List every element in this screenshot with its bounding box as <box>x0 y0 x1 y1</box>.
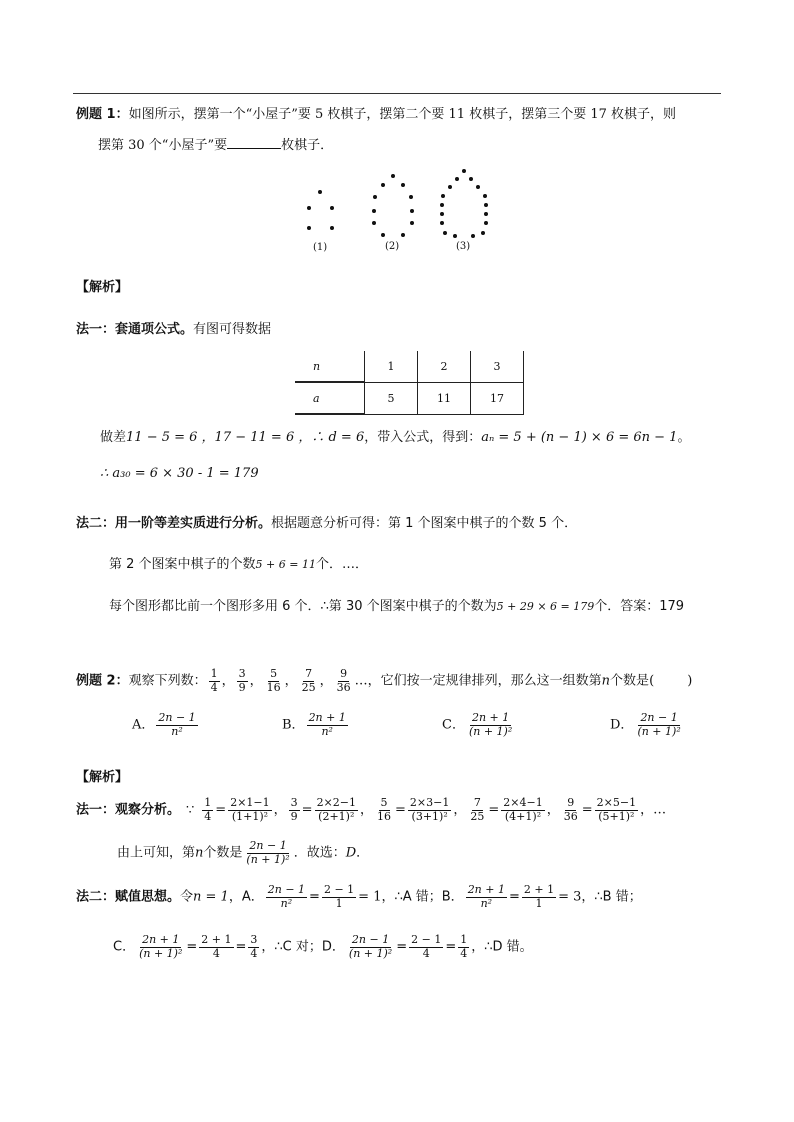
house-2 <box>372 174 414 237</box>
frac-den: n² <box>321 724 333 738</box>
m4-a-end: ，∴A 错；B． <box>381 889 464 905</box>
diff-b: ，带入公式，得到： <box>364 430 482 445</box>
frac-den: 4 <box>250 946 258 960</box>
m2-l2-b: 个．…． <box>315 557 368 572</box>
frac-num: 2×5−1 <box>596 796 637 809</box>
frac-den: 4 <box>210 680 218 694</box>
method4-line1: 法二：赋值思想。令n = 1，A． $\frac{2n - 1}{\text{n²}}$ = $\frac{2 - 1}{1}$ = 1，∴A 错；B． $\frac{2n + 1}{\text{n²}}$ = $\frac{2 + 1}{1}$ = 3，∴B 错； <box>76 883 642 910</box>
frac-num: 5 <box>380 796 388 809</box>
eq-fraction <box>315 797 358 823</box>
m3-l2-d: D <box>345 845 357 861</box>
m3-dots: ，… <box>640 802 667 818</box>
method1-head: 法一：套通项公式。 <box>76 322 194 337</box>
frac-num: 2n + 1 <box>467 883 505 896</box>
sequence-fraction <box>265 668 283 694</box>
frac-den: (n + 1)² <box>637 724 681 738</box>
table-cell: 17 <box>471 382 524 414</box>
method3-line1: 法一：观察分析。 ∵ $\frac{1}{4}$ = $\frac{2\times 1-1}{\text{(1+1)²}}$ ， $\frac{3}{9}$ = $\frac{2\times 2-1}{\text{(2+1)²}}$ ， $\frac{5}{16}$ = $\frac{2\times 3-1}{\text{(3+1)²}}$ ， $\frac{7}{25}$ = $\frac{2\times 4-1}{\text{(4+1)²}}$ ， $\frac{9}{36}$ = $\frac{2\times 5-1}{\text{(5+1)²}}$ ，… <box>76 796 667 823</box>
frac-den: 1 <box>535 896 543 910</box>
option-fraction <box>307 712 348 738</box>
table-cell: 3 <box>471 351 524 382</box>
frac-den: 4 <box>204 809 212 823</box>
frac-den: 4 <box>212 946 220 960</box>
eq-fraction <box>501 797 544 823</box>
frac-num: 1 <box>210 667 218 680</box>
frac-den: 25 <box>470 809 485 823</box>
analysis-heading-2: 【解析】 <box>76 770 129 785</box>
m4-b-end: ，∴B 错； <box>581 889 642 905</box>
example1-label: 例题 1： <box>76 107 129 122</box>
frac-den: (3+1)² <box>411 809 448 823</box>
frac-num: 2n − 1 <box>351 933 390 946</box>
frac-num: 3 <box>250 933 258 946</box>
frac-num: 2 + 1 <box>523 883 555 896</box>
frac-num: 2n + 1 <box>308 711 346 724</box>
frac-den: (n + 1)² <box>348 946 393 960</box>
frac-num: 9 <box>567 796 575 809</box>
m3-l2-b: 个数是 <box>203 845 243 861</box>
option-label: C． <box>442 717 465 733</box>
frac-num: 2n − 1 <box>249 839 287 852</box>
m2-l2-a: 第 2 个图案中棋子的个数 <box>109 557 256 572</box>
option-a <box>132 712 200 738</box>
frac-num: 3 <box>290 796 298 809</box>
m4-c-f3 <box>248 934 259 960</box>
frac-num: 2n + 1 <box>142 933 180 946</box>
method1-difference-line <box>100 426 690 445</box>
frac-den: (2+1)² <box>318 809 355 823</box>
frac-den: 4 <box>422 946 430 960</box>
sequence-fraction <box>209 668 220 694</box>
frac-den: 9 <box>238 680 246 694</box>
method3-line2 <box>117 840 369 866</box>
frac-num: 2n + 1 <box>471 711 510 724</box>
option-fraction <box>467 712 514 738</box>
eq-fraction <box>595 797 638 823</box>
m4-n1: n = 1 <box>193 889 229 905</box>
frac-den: 36 <box>336 680 351 694</box>
method1-text: 有图可得数据 <box>193 322 272 337</box>
example2-line: 例题 2：观察下列数： $\frac{1}{4}$ ， $\frac{3}{9}$ ， $\frac{5}{16}$ ， $\frac{7}{25}$ ， $\frac{9}{36}$ …，它们按一定规律排列，那么这一组数第n个数是( ) <box>76 667 693 694</box>
frac-den: 4 <box>460 946 468 960</box>
m4-b-res: = 3 <box>558 889 582 905</box>
m4-d-f1 <box>347 934 394 960</box>
m4-b-f1 <box>466 884 507 910</box>
frac-num: 2×3−1 <box>409 796 450 809</box>
frac-den: (1+1)² <box>231 809 269 823</box>
eq-fraction <box>562 797 580 823</box>
eq-fraction <box>375 797 393 823</box>
method2-text: 根据题意分析可得：第 1 个图案中棋子的个数 5 个． <box>271 516 578 531</box>
diff-a: 做差 <box>100 430 127 445</box>
because-symbol: ∵ <box>186 802 195 818</box>
frac-num: 9 <box>340 667 348 680</box>
m3-l2-c: ．故选： <box>293 845 346 861</box>
m4-d-end: ，∴D 错。 <box>471 939 533 955</box>
frac-num: 7 <box>473 796 481 809</box>
frac-den: n² <box>480 896 493 910</box>
option-c <box>442 712 516 738</box>
frac-num: 3 <box>238 667 246 680</box>
eq-fraction <box>408 797 451 823</box>
data-table <box>295 351 524 415</box>
analysis-heading-1: 【解析】 <box>76 280 129 295</box>
option-fraction <box>635 712 682 738</box>
table-cell: 2 <box>418 351 471 382</box>
m4-c-f1 <box>137 934 184 960</box>
method2-line1 <box>76 512 577 531</box>
m2-l3-a: 每个图形都比前一个图形多用 6 个．∴第 30 个图案中棋子的个数为 <box>109 599 497 614</box>
frac-den: 9 <box>290 809 298 823</box>
frac-den: 16 <box>266 680 281 694</box>
frac-den: (4+1)² <box>504 809 542 823</box>
answer-parentheses: ( ) <box>649 673 693 689</box>
frac-den: n² <box>171 724 183 738</box>
frac-num: 2 − 1 <box>323 883 355 896</box>
table-cell: 11 <box>418 382 471 414</box>
example2-lead: 观察下列数： <box>128 673 207 689</box>
example2-tail: …，它们按一定规律排列，那么这一组数第 <box>354 673 602 689</box>
sequence-fraction <box>335 668 353 694</box>
frac-den: (n + 1)² <box>246 852 290 866</box>
method1-result: ∴ a₃₀ = 6 × 30 - 1 = 179 <box>100 466 259 481</box>
option-label: B． <box>282 717 305 733</box>
method2-line3 <box>109 595 684 614</box>
eq-fraction <box>289 797 300 823</box>
m3-l2-n: n <box>195 845 204 861</box>
caption-1: (1) <box>313 242 328 253</box>
m4-d-f3 <box>458 934 469 960</box>
table-cell: 1 <box>365 351 418 382</box>
frac-num: 2×2−1 <box>316 796 356 809</box>
example1-line1 <box>76 103 676 122</box>
answer-blank <box>227 136 281 149</box>
m3-l2-a: 由上可知，第 <box>117 845 196 861</box>
m2-l2-math: 5 + 6 = 11 <box>255 558 316 571</box>
frac-num: 2×4−1 <box>503 796 543 809</box>
table-label-a: a <box>295 382 365 414</box>
option-label: D． <box>610 717 634 733</box>
caption-2: (2) <box>385 241 400 252</box>
example1-line2-b: 枚棋子． <box>281 138 334 153</box>
m4-c-end: ，∴C 对；D． <box>261 939 345 955</box>
m4-c-label: C． <box>113 939 136 955</box>
method3-head: 法一：观察分析。 <box>76 802 181 818</box>
frac-num: 2×1−1 <box>230 796 270 809</box>
m2-l3-math: 5 + 29 × 6 = 179 <box>496 600 595 613</box>
frac-den: 1 <box>335 896 343 910</box>
frac-den: (n + 1)² <box>468 724 513 738</box>
frac-den: 36 <box>563 809 578 823</box>
example2-tail2: 个数是 <box>610 673 650 689</box>
sequence-fraction <box>300 668 318 694</box>
option-fraction <box>156 712 197 738</box>
eq-fraction <box>468 797 486 823</box>
frac-num: 1 <box>204 796 212 809</box>
table-label-n: n <box>295 351 365 382</box>
example1-line2-a: 摆第 30 个“小屋子”要 <box>98 138 228 153</box>
table-row-n <box>295 351 524 382</box>
m4-text: 令 <box>180 889 194 905</box>
table-row-a <box>295 382 524 414</box>
m4-a-f1 <box>266 884 307 910</box>
m4-d-f2 <box>409 934 443 960</box>
option-d <box>610 712 685 738</box>
method2-head: 法二：用一阶等差实质进行分析。 <box>76 516 272 531</box>
option-b <box>282 712 350 738</box>
diff-end: 。 <box>677 430 691 445</box>
method2-line2 <box>109 553 368 572</box>
m4-c-f2 <box>199 934 233 960</box>
frac-den: (5+1)² <box>598 809 635 823</box>
frac-num: 2 + 1 <box>201 933 232 946</box>
frac-den: (n + 1)² <box>139 946 183 960</box>
table-cell: 5 <box>365 382 418 414</box>
example1-line2 <box>98 134 333 153</box>
example2-n: n <box>601 673 611 689</box>
frac-den: 16 <box>377 809 392 823</box>
m4-a-f2 <box>322 884 356 910</box>
frac-den: n² <box>280 896 293 910</box>
house-3 <box>440 169 488 238</box>
example1-text: 如图所示，摆第一个“小屋子”要 5 枚棋子，摆第二个要 11 枚棋子，摆第三个要 17 枚棋子，则 <box>128 107 677 122</box>
m4-b-f2 <box>522 884 556 910</box>
general-formula: aₙ = 5 + (n − 1) × 6 = 6n − 1 <box>481 430 678 445</box>
option-label: A． <box>132 717 155 733</box>
method1-line <box>76 318 271 337</box>
house-1 <box>307 190 334 230</box>
frac-num: 2 − 1 <box>411 933 442 946</box>
method4-head: 法二：赋值思想。 <box>76 889 181 905</box>
frac-num: 2n − 1 <box>158 711 196 724</box>
eq-fraction <box>202 797 213 823</box>
frac-num: 5 <box>270 667 278 680</box>
method4-line2: C． $\frac{2n + 1}{\text{(n + 1)²}}$ = $\frac{2 + 1}{4}$ = $\frac{3}{4}$ ，∴C 对；D． $\frac{2n - 1}{\text{(n + 1)²}}$ = $\frac{2 - 1}{4}$ = $\frac{1}{4}$ ，∴D 错。 <box>113 933 533 960</box>
caption-3: (3) <box>456 241 471 252</box>
m4-a-res: = 1 <box>358 889 382 905</box>
frac-num: 2n − 1 <box>640 711 678 724</box>
example2-label: 例题 2： <box>76 673 129 689</box>
frac-den: 25 <box>301 680 316 694</box>
eq-fraction <box>228 797 271 823</box>
header-rule <box>73 93 721 94</box>
m4-a-label: ，A． <box>228 889 264 905</box>
frac-num: 2n − 1 <box>267 883 306 896</box>
frac-num: 7 <box>305 667 313 680</box>
frac-num: 1 <box>460 933 468 946</box>
diff-math: 11 − 5 = 6 ，17 − 11 = 6 ，∴ d = 6 <box>126 430 365 445</box>
m3-l2-e: ． <box>356 845 370 861</box>
m2-l3-b: 个．答案：179 <box>594 599 685 614</box>
sequence-fraction <box>237 668 248 694</box>
m3-result-fraction <box>244 840 291 866</box>
